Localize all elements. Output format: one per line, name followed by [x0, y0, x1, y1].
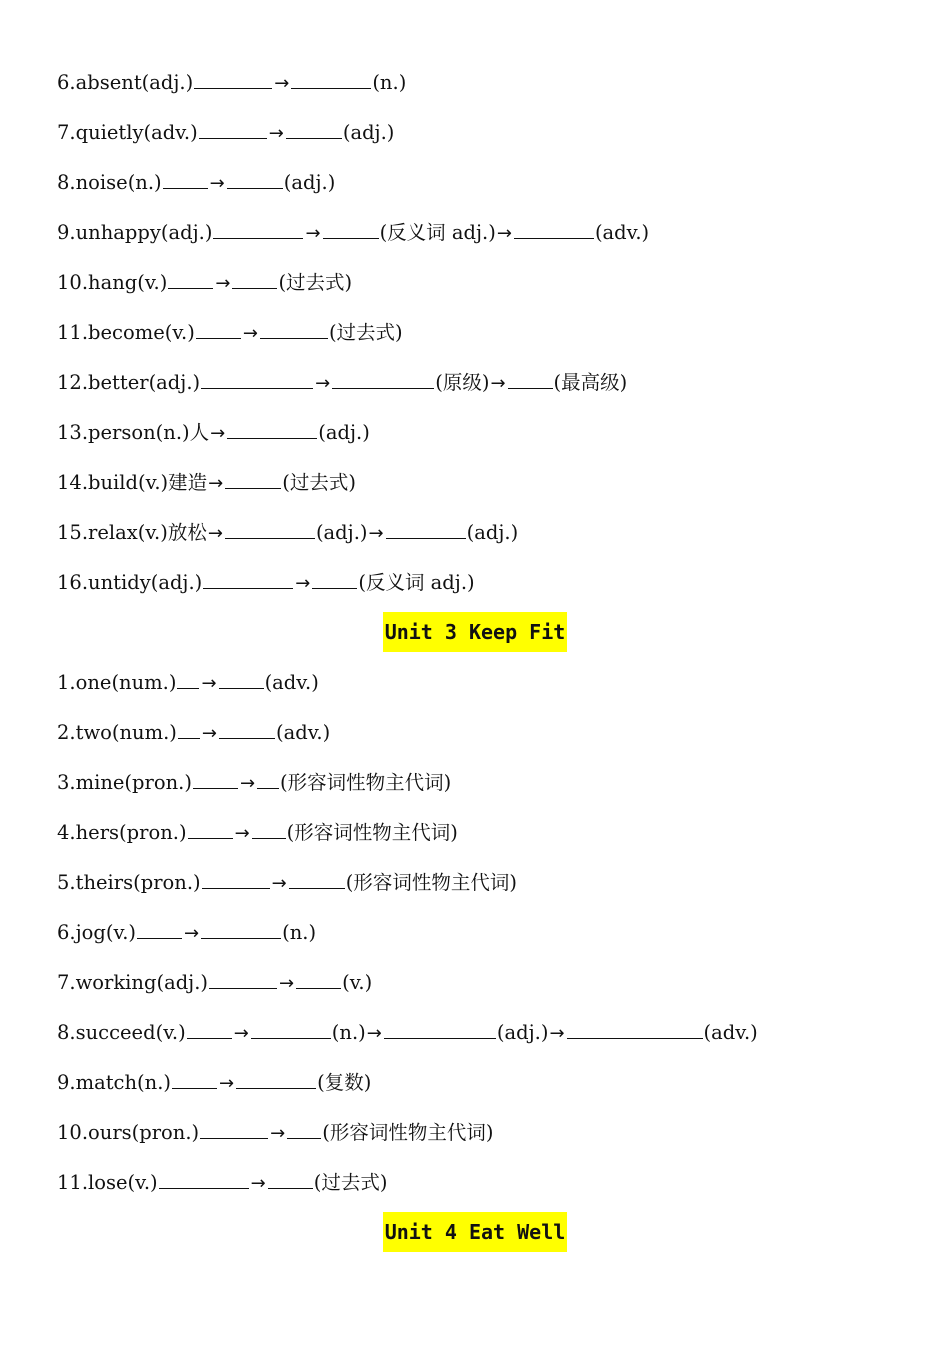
answer-blank[interactable] — [323, 220, 379, 239]
answer-blank[interactable] — [199, 120, 267, 139]
item-text: (形容词性物主代词) — [322, 1121, 494, 1144]
answer-blank[interactable] — [225, 520, 315, 539]
item-number: 5. — [57, 871, 76, 894]
item-text: ours(pron.) — [88, 1121, 200, 1144]
answer-blank[interactable] — [287, 1120, 321, 1139]
answer-blank[interactable] — [177, 670, 199, 689]
item-number: 9. — [57, 1071, 76, 1094]
item-text: better(adj.) — [88, 371, 201, 394]
item-text: noise(n.) — [75, 171, 162, 194]
exercise-item — [57, 370, 627, 397]
arrow-icon: → — [368, 523, 384, 544]
item-text: (形容词性物主代词) — [280, 771, 452, 794]
answer-blank[interactable] — [219, 670, 264, 689]
answer-blank[interactable] — [163, 170, 208, 189]
answer-blank[interactable] — [332, 370, 434, 389]
item-text: (adv.) — [276, 721, 331, 744]
item-text: (形容词性物主代词) — [345, 871, 517, 894]
arrow-icon: → — [208, 473, 224, 494]
answer-blank[interactable] — [296, 970, 341, 989]
item-number: 16. — [57, 571, 89, 594]
item-number: 15. — [57, 521, 89, 544]
unit3-heading-text: Unit 3 Keep Fit — [383, 612, 568, 652]
item-text: (最高级) — [553, 371, 628, 394]
arrow-icon: → — [274, 73, 290, 94]
item-text: (反义词 adj.) — [379, 221, 496, 244]
item-text: build(v.)建造 — [88, 471, 208, 494]
item-text: (n.) — [331, 1021, 366, 1044]
item-number: 10. — [57, 271, 89, 294]
arrow-icon: → — [219, 1073, 235, 1094]
arrow-icon: → — [268, 123, 284, 144]
arrow-icon: → — [305, 223, 321, 244]
unit3-heading — [0, 612, 950, 652]
answer-blank[interactable] — [168, 270, 213, 289]
item-text: hers(pron.) — [75, 821, 187, 844]
arrow-icon: → — [201, 673, 217, 694]
item-text: (adv.) — [703, 1021, 758, 1044]
item-text: quietly(adv.) — [75, 121, 198, 144]
answer-blank[interactable] — [200, 1120, 268, 1139]
item-text: succeed(v.) — [75, 1021, 186, 1044]
answer-blank[interactable] — [227, 170, 283, 189]
answer-blank[interactable] — [172, 1070, 217, 1089]
answer-blank[interactable] — [178, 720, 200, 739]
answer-blank[interactable] — [209, 970, 277, 989]
item-text: become(v.) — [88, 321, 195, 344]
answer-blank[interactable] — [188, 820, 233, 839]
arrow-icon: → — [201, 723, 217, 744]
exercise-item — [57, 1070, 371, 1097]
item-text: lose(v.) — [88, 1171, 158, 1194]
arrow-icon: → — [209, 173, 225, 194]
answer-blank[interactable] — [236, 1070, 316, 1089]
exercise-item — [57, 270, 352, 297]
answer-blank[interactable] — [232, 270, 277, 289]
arrow-icon: → — [366, 1023, 382, 1044]
arrow-icon: → — [184, 923, 200, 944]
exercise-item — [57, 70, 406, 97]
item-text: (adj.) — [315, 521, 368, 544]
exercise-item — [57, 820, 458, 847]
item-text: (过去式) — [313, 1171, 388, 1194]
arrow-icon: → — [549, 1023, 565, 1044]
exercise-item — [57, 420, 370, 447]
item-number: 14. — [57, 471, 89, 494]
answer-blank[interactable] — [137, 920, 182, 939]
item-number: 7. — [57, 121, 76, 144]
item-text: (adj.) — [283, 171, 336, 194]
item-number: 8. — [57, 171, 76, 194]
item-text: (过去式) — [282, 471, 356, 494]
answer-blank[interactable] — [251, 1020, 331, 1039]
answer-blank[interactable] — [567, 1020, 703, 1039]
answer-blank[interactable] — [289, 870, 345, 889]
item-number: 13. — [57, 421, 89, 444]
arrow-icon: → — [490, 373, 506, 394]
item-number: 2. — [57, 721, 76, 744]
item-text: two(num.) — [75, 721, 177, 744]
arrow-icon: → — [234, 823, 250, 844]
answer-blank[interactable] — [201, 370, 313, 389]
answer-blank[interactable] — [384, 1020, 496, 1039]
arrow-icon: → — [207, 523, 223, 544]
item-number: 7. — [57, 971, 76, 994]
item-text: (形容词性物主代词) — [286, 821, 458, 844]
answer-blank[interactable] — [201, 920, 281, 939]
answer-blank[interactable] — [257, 770, 279, 789]
answer-blank[interactable] — [187, 1020, 232, 1039]
arrow-icon: → — [270, 1123, 286, 1144]
exercise-item — [57, 170, 335, 197]
arrow-icon: → — [295, 573, 311, 594]
item-text: absent(adj.) — [75, 71, 194, 94]
item-text: (adj.) — [466, 521, 519, 544]
answer-blank[interactable] — [194, 70, 272, 89]
answer-blank[interactable] — [196, 320, 241, 339]
answer-blank[interactable] — [514, 220, 594, 239]
answer-blank[interactable] — [286, 120, 342, 139]
exercise-item — [57, 870, 517, 897]
exercise-item — [57, 320, 403, 347]
exercise-item — [57, 570, 475, 597]
item-number: 6. — [57, 71, 76, 94]
item-number: 12. — [57, 371, 89, 394]
arrow-icon: → — [271, 873, 287, 894]
arrow-icon: → — [315, 373, 331, 394]
exercise-item — [57, 120, 394, 147]
exercise-item — [57, 920, 316, 947]
item-text: one(num.) — [75, 671, 177, 694]
item-text: (adj.) — [318, 421, 370, 444]
exercise-item — [57, 970, 372, 997]
item-number: 1. — [57, 671, 76, 694]
exercise-item — [57, 220, 649, 247]
answer-blank[interactable] — [386, 520, 466, 539]
arrow-icon: → — [242, 323, 258, 344]
item-number: 6. — [57, 921, 76, 944]
item-text: relax(v.)放松 — [88, 521, 207, 544]
item-text: (v.) — [342, 971, 373, 994]
arrow-icon: → — [496, 223, 512, 244]
answer-blank[interactable] — [202, 870, 270, 889]
unit4-heading-text: Unit 4 Eat Well — [383, 1212, 568, 1252]
item-text: working(adj.) — [75, 971, 209, 994]
exercise-item — [57, 670, 319, 697]
item-text: match(n.) — [75, 1071, 172, 1094]
answer-blank[interactable] — [193, 770, 238, 789]
answer-blank[interactable] — [203, 570, 293, 589]
item-text: (过去式) — [278, 271, 353, 294]
item-number: 3. — [57, 771, 76, 794]
item-number: 9. — [57, 221, 76, 244]
exercise-item — [57, 470, 356, 497]
exercise-item — [57, 1170, 387, 1197]
item-text: hang(v.) — [88, 271, 168, 294]
answer-blank[interactable] — [227, 420, 317, 439]
item-text: (adv.) — [264, 671, 319, 694]
exercise-item — [57, 1120, 493, 1147]
item-number: 11. — [57, 1171, 89, 1194]
item-text: (n.) — [372, 71, 407, 94]
item-text: (n.) — [282, 921, 317, 944]
exercise-item — [57, 720, 330, 747]
item-number: 8. — [57, 1021, 76, 1044]
arrow-icon: → — [233, 1023, 249, 1044]
item-number: 11. — [57, 321, 89, 344]
item-number: 10. — [57, 1121, 89, 1144]
arrow-icon: → — [250, 1173, 266, 1194]
unit4-heading — [0, 1212, 950, 1252]
answer-blank[interactable] — [219, 720, 275, 739]
answer-blank[interactable] — [159, 1170, 249, 1189]
answer-blank[interactable] — [260, 320, 328, 339]
exercise-item — [57, 1020, 758, 1047]
item-text: (adj.) — [342, 121, 395, 144]
exercise-item — [57, 770, 451, 797]
item-text: (反义词 adj.) — [358, 571, 475, 594]
item-text: unhappy(adj.) — [75, 221, 213, 244]
answer-blank[interactable] — [213, 220, 303, 239]
item-text: (原级) — [435, 371, 490, 394]
item-text: untidy(adj.) — [88, 571, 203, 594]
item-text: jog(v.) — [75, 921, 136, 944]
item-text: (adj.) — [496, 1021, 549, 1044]
item-text: (过去式) — [328, 321, 403, 344]
answer-blank[interactable] — [291, 70, 371, 89]
arrow-icon: → — [279, 973, 295, 994]
arrow-icon: → — [239, 773, 256, 794]
arrow-icon: → — [210, 423, 226, 444]
item-number: 4. — [57, 821, 76, 844]
answer-blank[interactable] — [225, 470, 281, 489]
answer-blank[interactable] — [268, 1170, 313, 1189]
item-text: person(n.)人 — [88, 421, 210, 444]
item-text: theirs(pron.) — [75, 871, 201, 894]
answer-blank[interactable] — [508, 370, 553, 389]
answer-blank[interactable] — [252, 820, 286, 839]
arrow-icon: → — [215, 273, 231, 294]
exercise-item — [57, 520, 518, 547]
answer-blank[interactable] — [312, 570, 357, 589]
item-text: (复数) — [317, 1071, 372, 1094]
item-text: (adv.) — [594, 221, 650, 244]
item-text: mine(pron.) — [75, 771, 192, 794]
